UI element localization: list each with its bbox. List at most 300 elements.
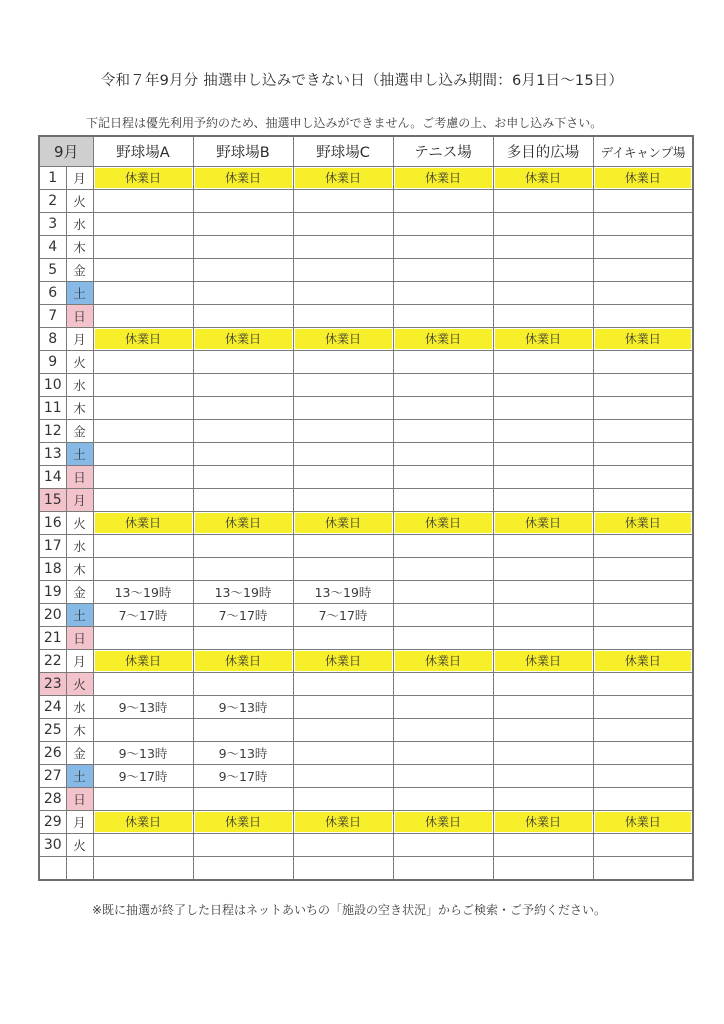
schedule-cell — [93, 236, 193, 259]
weekday: 金 — [66, 742, 93, 765]
weekday: 水 — [66, 374, 93, 397]
schedule-cell — [593, 443, 693, 466]
closed-label: 休業日 — [495, 651, 592, 671]
schedule-cell — [193, 719, 293, 742]
schedule-cell — [93, 673, 193, 696]
closed-cell — [193, 328, 293, 351]
closed-label: 休業日 — [495, 812, 592, 832]
closed-cell — [593, 512, 693, 535]
weekday: 金 — [66, 581, 93, 604]
closed-label: 休業日 — [595, 168, 692, 188]
closed-label: 休業日 — [195, 812, 292, 832]
schedule-cell — [493, 282, 593, 305]
schedule-cell — [393, 788, 493, 811]
schedule-cell — [493, 305, 593, 328]
schedule-cell — [393, 489, 493, 512]
closed-cell — [193, 811, 293, 834]
day-number: 2 — [39, 190, 66, 213]
day-number: 29 — [39, 811, 66, 834]
schedule-cell — [293, 282, 393, 305]
schedule-cell — [593, 305, 693, 328]
schedule-cell — [593, 489, 693, 512]
table-row — [39, 397, 693, 420]
schedule-cell — [593, 857, 693, 881]
schedule-cell — [493, 259, 593, 282]
schedule-cell: 13～19時 — [193, 581, 293, 604]
table-row — [39, 512, 693, 535]
schedule-cell — [393, 259, 493, 282]
notice-text: 下記日程は優先利用予約のため、抽選申し込みができません。ご考慮の上、お申し込み下さい。 — [86, 116, 603, 130]
day-number: 20 — [39, 604, 66, 627]
closed-label: 休業日 — [295, 651, 392, 671]
schedule-cell — [593, 420, 693, 443]
schedule-cell — [293, 765, 393, 788]
schedule-cell — [193, 282, 293, 305]
schedule-cell — [393, 397, 493, 420]
schedule-cell — [193, 627, 293, 650]
closed-cell — [293, 811, 393, 834]
weekday: 土 — [66, 282, 93, 305]
schedule-cell — [493, 443, 593, 466]
schedule-cell — [393, 190, 493, 213]
schedule-cell — [593, 627, 693, 650]
closed-cell — [93, 650, 193, 673]
schedule-cell — [393, 558, 493, 581]
schedule-cell — [293, 305, 393, 328]
schedule-cell — [93, 627, 193, 650]
month-header: 9月 — [39, 136, 93, 167]
day-number: 15 — [39, 489, 66, 512]
closed-cell — [193, 650, 293, 673]
schedule-cell — [193, 535, 293, 558]
schedule-cell — [493, 719, 593, 742]
schedule-cell — [93, 282, 193, 305]
weekday: 火 — [66, 351, 93, 374]
closed-cell — [93, 811, 193, 834]
table-row — [39, 650, 693, 673]
day-number: 23 — [39, 673, 66, 696]
schedule-cell — [93, 535, 193, 558]
day-number: 25 — [39, 719, 66, 742]
schedule-cell — [493, 558, 593, 581]
schedule-cell — [93, 443, 193, 466]
schedule-cell — [493, 466, 593, 489]
schedule-cell — [493, 581, 593, 604]
schedule-cell — [293, 719, 393, 742]
schedule-cell — [293, 420, 393, 443]
schedule-cell: 9～13時 — [193, 696, 293, 719]
table-row — [39, 673, 693, 696]
closed-cell — [593, 650, 693, 673]
schedule-cell: 9～17時 — [193, 765, 293, 788]
day-number: 5 — [39, 259, 66, 282]
closed-label: 休業日 — [95, 812, 192, 832]
schedule-cell — [493, 397, 593, 420]
day-number: 17 — [39, 535, 66, 558]
schedule-cell — [493, 696, 593, 719]
schedule-cell — [593, 742, 693, 765]
closed-cell — [393, 811, 493, 834]
schedule-cell — [293, 673, 393, 696]
table-row — [39, 466, 693, 489]
day-number: 14 — [39, 466, 66, 489]
table-row — [39, 604, 693, 627]
schedule-cell — [93, 719, 193, 742]
schedule-cell: 9～17時 — [93, 765, 193, 788]
schedule-cell — [393, 443, 493, 466]
table-row — [39, 420, 693, 443]
closed-cell — [93, 328, 193, 351]
closed-label: 休業日 — [295, 329, 392, 349]
schedule-cell — [93, 397, 193, 420]
schedule-cell — [93, 834, 193, 857]
weekday: 土 — [66, 443, 93, 466]
schedule-cell — [93, 857, 193, 881]
schedule-cell — [293, 374, 393, 397]
closed-label: 休業日 — [395, 329, 492, 349]
table-row — [39, 535, 693, 558]
schedule-cell — [193, 397, 293, 420]
closed-cell — [493, 650, 593, 673]
closed-cell — [493, 811, 593, 834]
page-title: 令和７年9月分 抽選申し込みできない日（抽選申し込み期間：6月1日～15日） — [100, 73, 624, 89]
schedule-cell — [293, 535, 393, 558]
schedule-cell: 13～19時 — [93, 581, 193, 604]
schedule-cell — [593, 282, 693, 305]
schedule-cell — [193, 374, 293, 397]
schedule-cell — [493, 834, 593, 857]
schedule-cell: 7～17時 — [93, 604, 193, 627]
schedule-cell — [493, 788, 593, 811]
schedule-cell — [593, 765, 693, 788]
schedule-cell — [393, 305, 493, 328]
schedule-cell — [93, 420, 193, 443]
schedule-cell — [393, 604, 493, 627]
day-number: 11 — [39, 397, 66, 420]
closed-cell — [293, 650, 393, 673]
schedule-cell — [593, 535, 693, 558]
table-row — [39, 213, 693, 236]
day-number: 8 — [39, 328, 66, 351]
schedule-cell — [593, 696, 693, 719]
schedule-cell — [593, 374, 693, 397]
table-row — [39, 351, 693, 374]
schedule-cell — [193, 443, 293, 466]
schedule-cell — [193, 351, 293, 374]
closed-label: 休業日 — [395, 651, 492, 671]
schedule-cell — [493, 351, 593, 374]
schedule-cell: 9～13時 — [93, 696, 193, 719]
schedule-cell — [493, 420, 593, 443]
closed-label: 休業日 — [295, 168, 392, 188]
table-row — [39, 282, 693, 305]
day-number: 24 — [39, 696, 66, 719]
closed-cell — [493, 328, 593, 351]
table-row — [39, 374, 693, 397]
schedule-cell — [293, 558, 393, 581]
closed-label: 休業日 — [595, 329, 692, 349]
closed-label: 休業日 — [95, 329, 192, 349]
closed-cell — [393, 167, 493, 190]
closed-cell — [193, 167, 293, 190]
weekday: 水 — [66, 535, 93, 558]
weekday: 月 — [66, 328, 93, 351]
closed-label: 休業日 — [495, 168, 592, 188]
facility-header: テニス場 — [393, 136, 493, 167]
schedule-cell — [493, 190, 593, 213]
table-row — [39, 558, 693, 581]
schedule-cell — [93, 190, 193, 213]
schedule-cell — [393, 765, 493, 788]
schedule-cell — [293, 857, 393, 881]
table-row — [39, 788, 693, 811]
schedule-cell — [593, 558, 693, 581]
closed-label: 休業日 — [295, 513, 392, 533]
schedule-cell — [193, 466, 293, 489]
schedule-cell — [193, 834, 293, 857]
weekday: 土 — [66, 604, 93, 627]
schedule-cell — [493, 236, 593, 259]
schedule-cell — [293, 696, 393, 719]
schedule-cell — [393, 857, 493, 881]
table-row — [39, 328, 693, 351]
day-number: 13 — [39, 443, 66, 466]
facility-header: 野球場C — [293, 136, 393, 167]
closed-label: 休業日 — [95, 168, 192, 188]
weekday: 月 — [66, 167, 93, 190]
schedule-cell — [393, 466, 493, 489]
weekday: 金 — [66, 259, 93, 282]
table-row — [39, 742, 693, 765]
closed-cell — [293, 512, 393, 535]
closed-cell — [293, 167, 393, 190]
day-number: 18 — [39, 558, 66, 581]
schedule-cell — [593, 466, 693, 489]
day-number: 7 — [39, 305, 66, 328]
schedule-cell: 13～19時 — [293, 581, 393, 604]
weekday: 水 — [66, 213, 93, 236]
table-row — [39, 259, 693, 282]
schedule-cell — [393, 374, 493, 397]
footer-note: ※既に抽選が終了した日程はネットあいちの「施設の空き状況」からご検索・ご予約ください。 — [92, 903, 607, 917]
day-number: 9 — [39, 351, 66, 374]
schedule-cell — [193, 420, 293, 443]
schedule-cell — [593, 213, 693, 236]
closed-label: 休業日 — [495, 513, 592, 533]
schedule-cell — [293, 190, 393, 213]
schedule-cell — [493, 857, 593, 881]
weekday: 月 — [66, 489, 93, 512]
weekday: 月 — [66, 811, 93, 834]
schedule-cell — [593, 673, 693, 696]
schedule-cell — [393, 581, 493, 604]
schedule-cell — [593, 581, 693, 604]
schedule-cell — [493, 535, 593, 558]
schedule-cell — [293, 466, 393, 489]
schedule-cell — [393, 719, 493, 742]
day-number: 16 — [39, 512, 66, 535]
table-row — [39, 190, 693, 213]
schedule-cell: 9～13時 — [93, 742, 193, 765]
closed-cell — [93, 167, 193, 190]
schedule-cell — [293, 351, 393, 374]
schedule-cell — [593, 190, 693, 213]
schedule-cell — [193, 558, 293, 581]
weekday: 木 — [66, 719, 93, 742]
closed-label: 休業日 — [195, 329, 292, 349]
schedule-cell — [293, 259, 393, 282]
schedule-cell — [493, 374, 593, 397]
closed-cell — [93, 512, 193, 535]
schedule-cell — [93, 374, 193, 397]
schedule-cell — [293, 834, 393, 857]
weekday: 月 — [66, 650, 93, 673]
schedule-cell — [93, 489, 193, 512]
closed-label: 休業日 — [195, 513, 292, 533]
closed-label: 休業日 — [95, 651, 192, 671]
closed-cell — [593, 328, 693, 351]
closed-cell — [493, 167, 593, 190]
weekday: 日 — [66, 466, 93, 489]
schedule-cell — [193, 259, 293, 282]
weekday: 金 — [66, 420, 93, 443]
table-row — [39, 167, 693, 190]
facility-header: 多目的広場 — [493, 136, 593, 167]
table-row — [39, 581, 693, 604]
schedule-cell — [193, 857, 293, 881]
schedule-cell — [193, 673, 293, 696]
table-row — [39, 834, 693, 857]
schedule-cell — [93, 788, 193, 811]
schedule-cell — [493, 604, 593, 627]
weekday — [66, 857, 93, 881]
closed-label: 休業日 — [395, 168, 492, 188]
closed-cell — [393, 328, 493, 351]
day-number: 12 — [39, 420, 66, 443]
schedule-cell — [493, 673, 593, 696]
schedule-cell: 7～17時 — [193, 604, 293, 627]
table-row — [39, 719, 693, 742]
day-number: 4 — [39, 236, 66, 259]
schedule-cell — [393, 673, 493, 696]
schedule-cell — [593, 236, 693, 259]
schedule-cell — [193, 190, 293, 213]
schedule-cell — [593, 397, 693, 420]
facility-header: デイキャンプ場 — [593, 136, 693, 167]
schedule-cell — [193, 305, 293, 328]
weekday: 木 — [66, 397, 93, 420]
day-number — [39, 857, 66, 881]
closed-label: 休業日 — [95, 513, 192, 533]
weekday: 木 — [66, 236, 93, 259]
day-number: 3 — [39, 213, 66, 236]
table-header-row — [39, 136, 693, 167]
facility-header: 野球場B — [193, 136, 293, 167]
table-row — [39, 305, 693, 328]
schedule-cell — [93, 259, 193, 282]
closed-label: 休業日 — [595, 812, 692, 832]
schedule-cell — [493, 742, 593, 765]
schedule-cell: 9～13時 — [193, 742, 293, 765]
schedule-cell — [93, 213, 193, 236]
schedule-cell — [293, 213, 393, 236]
schedule-cell — [93, 466, 193, 489]
schedule-cell — [293, 788, 393, 811]
closed-label: 休業日 — [195, 168, 292, 188]
day-number: 1 — [39, 167, 66, 190]
schedule-cell — [293, 236, 393, 259]
schedule-cell — [593, 719, 693, 742]
day-number: 22 — [39, 650, 66, 673]
schedule-cell — [93, 351, 193, 374]
table-row — [39, 857, 693, 881]
weekday: 木 — [66, 558, 93, 581]
day-number: 30 — [39, 834, 66, 857]
schedule-cell — [193, 788, 293, 811]
weekday: 土 — [66, 765, 93, 788]
table-row — [39, 811, 693, 834]
schedule-cell — [293, 489, 393, 512]
table-row — [39, 765, 693, 788]
schedule-cell — [393, 834, 493, 857]
schedule-cell — [293, 397, 393, 420]
table-row — [39, 443, 693, 466]
closed-label: 休業日 — [395, 812, 492, 832]
schedule-cell — [493, 627, 593, 650]
weekday: 火 — [66, 512, 93, 535]
closed-label: 休業日 — [295, 812, 392, 832]
schedule-cell — [493, 765, 593, 788]
closed-cell — [493, 512, 593, 535]
schedule-cell — [193, 213, 293, 236]
weekday: 日 — [66, 788, 93, 811]
table-row — [39, 236, 693, 259]
schedule-cell — [393, 351, 493, 374]
weekday: 日 — [66, 305, 93, 328]
weekday: 火 — [66, 834, 93, 857]
schedule-cell — [593, 788, 693, 811]
schedule-cell — [593, 259, 693, 282]
closed-cell — [193, 512, 293, 535]
day-number: 28 — [39, 788, 66, 811]
day-number: 6 — [39, 282, 66, 305]
schedule-cell — [393, 627, 493, 650]
schedule-cell — [193, 236, 293, 259]
facility-header: 野球場A — [93, 136, 193, 167]
table-row — [39, 696, 693, 719]
weekday: 火 — [66, 190, 93, 213]
weekday: 日 — [66, 627, 93, 650]
schedule-cell — [393, 742, 493, 765]
schedule-cell — [393, 213, 493, 236]
schedule-table — [38, 135, 694, 881]
schedule-cell — [93, 305, 193, 328]
table-row — [39, 627, 693, 650]
day-number: 27 — [39, 765, 66, 788]
closed-label: 休業日 — [595, 651, 692, 671]
schedule-cell — [393, 535, 493, 558]
schedule-cell: 7～17時 — [293, 604, 393, 627]
schedule-cell — [593, 351, 693, 374]
closed-label: 休業日 — [595, 513, 692, 533]
schedule-cell — [593, 834, 693, 857]
weekday: 火 — [66, 673, 93, 696]
closed-cell — [393, 650, 493, 673]
schedule-cell — [593, 604, 693, 627]
schedule-cell — [493, 489, 593, 512]
schedule-cell — [193, 489, 293, 512]
day-number: 10 — [39, 374, 66, 397]
